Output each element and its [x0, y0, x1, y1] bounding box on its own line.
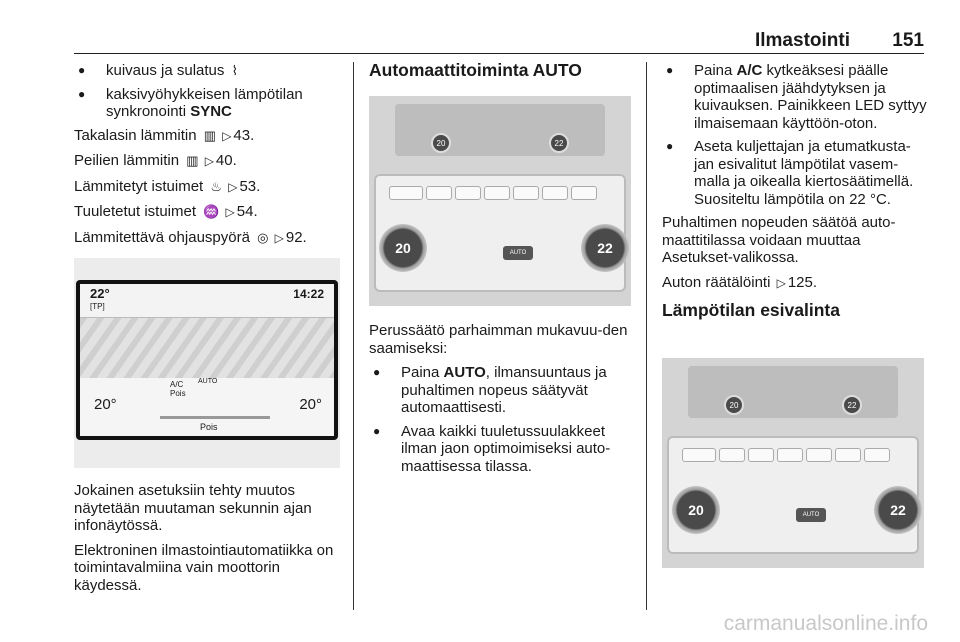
column-1-lower: [74, 482, 342, 601]
display-bezel: [76, 280, 338, 440]
list-item: ● Paina AUTO, ilmansuuntaus ja puhaltimen nopeus säätyvät automaattisesti.: [369, 364, 639, 417]
ref-line: Peilien lämmitin ▥ ▷ 40.: [74, 152, 237, 169]
defrost-icon: ⌇: [231, 63, 238, 78]
page-ref-link[interactable]: 40.: [215, 152, 237, 169]
climate-panel-image: [369, 96, 631, 306]
small-knob-right: 22: [842, 395, 862, 415]
heated-seat-icon: ♨: [210, 178, 223, 194]
small-knob-right: 22: [549, 133, 569, 153]
mirror-heater-icon: ▥: [186, 153, 199, 168]
small-knob-left: 20: [724, 395, 744, 415]
page-ref-link[interactable]: 92.: [285, 228, 307, 246]
watermark: carmanualsonline.info: [723, 612, 928, 635]
climate-panel-image: [662, 358, 924, 568]
auto-label: AUTO: [198, 378, 218, 385]
display: [80, 284, 334, 436]
list-item: ● Aseta kuljettajan ja etumatkusta-jan esivalitut lämpötilat vasem-malla ja oikealla kiertosäätimellä. Suositeltu lämpötila on 22 °C.: [662, 138, 928, 208]
paragraph: Perussäätö parhaimman mukavuu-den saamiseksi:: [369, 322, 628, 357]
auto-button: AUTO: [796, 508, 826, 522]
page-number: 151: [892, 30, 924, 51]
auto-button: AUTO: [503, 246, 533, 260]
map-area: [80, 318, 334, 378]
ac-status: A/C Pois: [170, 380, 186, 398]
paragraph: Jokainen asetuksiin tehty muutos näytetään muutaman sekunnin ajan infonäytössä.: [74, 482, 312, 534]
ref-arrow-icon: ▷: [776, 275, 786, 290]
passenger-temperature-knob: 22: [581, 224, 629, 272]
page-ref-link[interactable]: 125.: [787, 273, 818, 291]
ref-arrow-icon: ▷: [225, 205, 235, 219]
ref-line: Lämmitetyt istuimet ♨ ▷ 53.: [74, 177, 261, 195]
page-ref-link[interactable]: 53.: [239, 177, 261, 195]
ref-line: Takalasin lämmitin ▥ ▷ 43.: [74, 126, 255, 144]
section-heading: Automaattitoiminta AUTO: [369, 60, 582, 80]
list-item: ● Paina A/C kytkeäksesi päälle optimaalisen jäähdytyksen ja kuivauksen. Painikkeen LED syttyy ilmaisemaan käyttöön-oton.: [662, 62, 928, 132]
driver-temperature: 20°: [94, 396, 117, 413]
upper-panel: [688, 366, 898, 418]
clock: 14:22: [293, 287, 324, 301]
list-item: ● kaksivyöhykkeisen lämpötilan synkronointi SYNC: [74, 86, 342, 121]
passenger-temperature: 20°: [299, 396, 322, 413]
upper-panel: [395, 104, 605, 156]
column-divider: [646, 62, 647, 610]
column-2-lower: [369, 322, 639, 481]
climate-overlay: [80, 378, 334, 436]
ref-line: Lämmitettävä ohjauspyörä ◎ ▷ 92.: [74, 228, 307, 246]
page-header: [74, 30, 924, 50]
driver-temperature-knob: 20: [379, 224, 427, 272]
paragraph: Elektroninen ilmastointiautomatiikka on toimintavalmiina vain moottorin käydessä.: [74, 541, 334, 594]
paragraph: Puhaltimen nopeuden säätöä auto-maattitilassa voidaan muuttaa Asetukset-valikossa.: [662, 214, 896, 266]
ventilated-seat-icon: ♒: [203, 204, 220, 219]
rear-window-heater-icon: ▥: [203, 127, 217, 143]
column-1: [74, 62, 342, 254]
small-knob-left: 20: [431, 133, 451, 153]
ref-arrow-icon: ▷: [222, 128, 232, 143]
infotainment-screen-image: [74, 258, 340, 468]
ref-line: Tuuletetut istuimet ♒ ▷ 54.: [74, 203, 258, 220]
page-ref-link[interactable]: 54.: [236, 203, 258, 220]
list-item: ● kuivaus ja sulatus ⌇: [74, 62, 342, 80]
heated-steering-wheel-icon: ◎: [257, 229, 269, 245]
section-title: Ilmastointi: [754, 30, 850, 51]
ref-arrow-icon: ▷: [274, 230, 284, 245]
ref-arrow-icon: ▷: [228, 179, 238, 194]
driver-temperature-knob: 20: [672, 486, 720, 534]
fan-state: Pois: [200, 422, 218, 432]
outside-temperature: 22°: [90, 286, 110, 301]
button-row: [389, 186, 597, 200]
column-divider: [353, 62, 354, 610]
ref-arrow-icon: ▷: [204, 154, 214, 168]
ac-button: [389, 186, 423, 200]
column-2: [369, 62, 639, 90]
header-rule: [74, 53, 924, 54]
ref-line: Auton räätälöinti ▷ 125.: [662, 273, 818, 291]
button-row: [682, 448, 890, 462]
fan-speed-bar: [160, 416, 270, 419]
passenger-temperature-knob: 22: [874, 486, 922, 534]
section-heading: Lämpötilan esivalinta: [662, 300, 840, 320]
display-top-bar: [80, 284, 334, 318]
page-ref-link[interactable]: 43.: [233, 126, 255, 144]
tp-label: [TP]: [90, 302, 105, 311]
column-3: [662, 62, 928, 330]
list-item: ● Avaa kaikki tuuletussuulakkeet ilman jaon optimoimiseksi auto-maattisessa tilassa.: [369, 423, 639, 476]
